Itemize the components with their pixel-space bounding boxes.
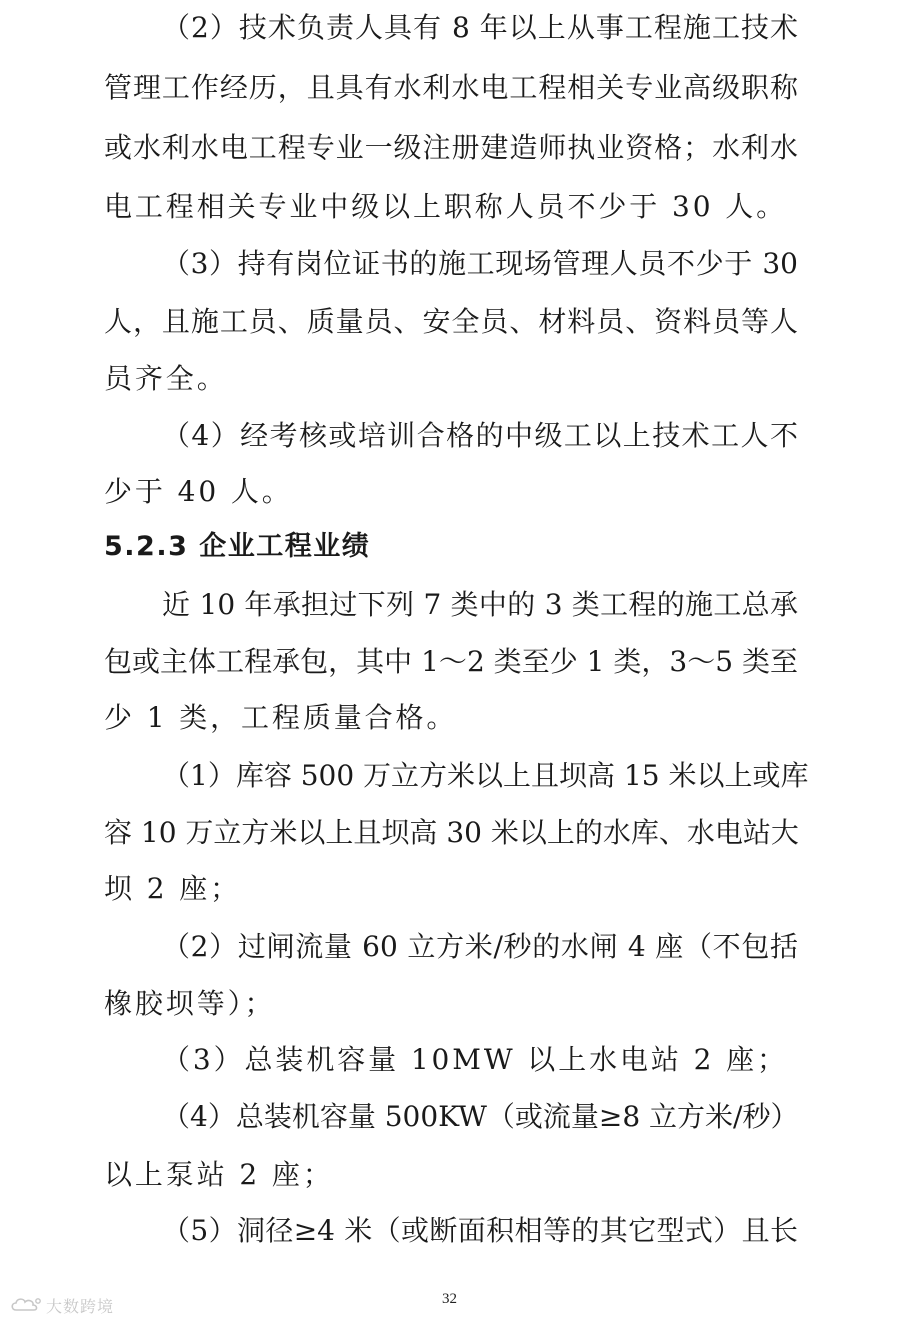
page-number: 32 <box>442 1291 457 1307</box>
text-line: （5）洞径≥4 米（或断面积相等的其它型式）且长 <box>162 1214 798 1247</box>
text-line: 容 10 万立方米以上且坝高 30 米以上的水库、水电站大 <box>104 816 799 849</box>
text-line: （1）库容 500 万立方米以上且坝高 15 米以上或库 <box>162 759 809 792</box>
text-line: 管理工作经历，且具有水利水电工程相关专业高级职称 <box>104 71 798 104</box>
text-line: 人，且施工员、质量员、安全员、材料员、资料员等人 <box>104 305 798 338</box>
text-line: 电工程相关专业中级以上职称人员不少于 30 人。 <box>104 190 788 223</box>
text-line: （3）总装机容量 10MW 以上水电站 2 座； <box>162 1043 788 1076</box>
text-line: （2）技术负责人具有 8 年以上从事工程施工技术 <box>162 11 798 44</box>
text-line: 橡胶坝等）； <box>104 987 276 1020</box>
text-line: 员齐全。 <box>104 362 228 395</box>
text-line: （3）持有岗位证书的施工现场管理人员不少于 30 <box>162 247 798 280</box>
text-line: 坝 2 座； <box>104 872 242 905</box>
text-line: 包或主体工程承包，其中 1～2 类至少 1 类，3～5 类至 <box>104 645 798 678</box>
text-line: 少于 40 人。 <box>104 475 293 508</box>
text-line: 以上泵站 2 座； <box>104 1158 334 1191</box>
cloud-logo-icon <box>10 1295 42 1315</box>
text-line: 或水利水电工程专业一级注册建造师执业资格；水利水 <box>104 131 798 164</box>
watermark <box>10 1294 114 1316</box>
text-line: 少 1 类，工程质量合格。 <box>104 701 458 734</box>
text-line: （4）经考核或培训合格的中级工以上技术工人不 <box>162 419 798 452</box>
text-line: （2）过闸流量 60 立方米/秒的水闸 4 座（不包括 <box>162 930 798 963</box>
text-line: （4）总装机容量 500KW（或流量≥8 立方米/秒） <box>162 1100 799 1133</box>
text-line: 近 10 年承担过下列 7 类中的 3 类工程的施工总承 <box>162 588 798 621</box>
watermark-text: 大数跨境 <box>46 1296 115 1316</box>
section-heading: 5.2.3 企业工程业绩 <box>104 531 371 562</box>
